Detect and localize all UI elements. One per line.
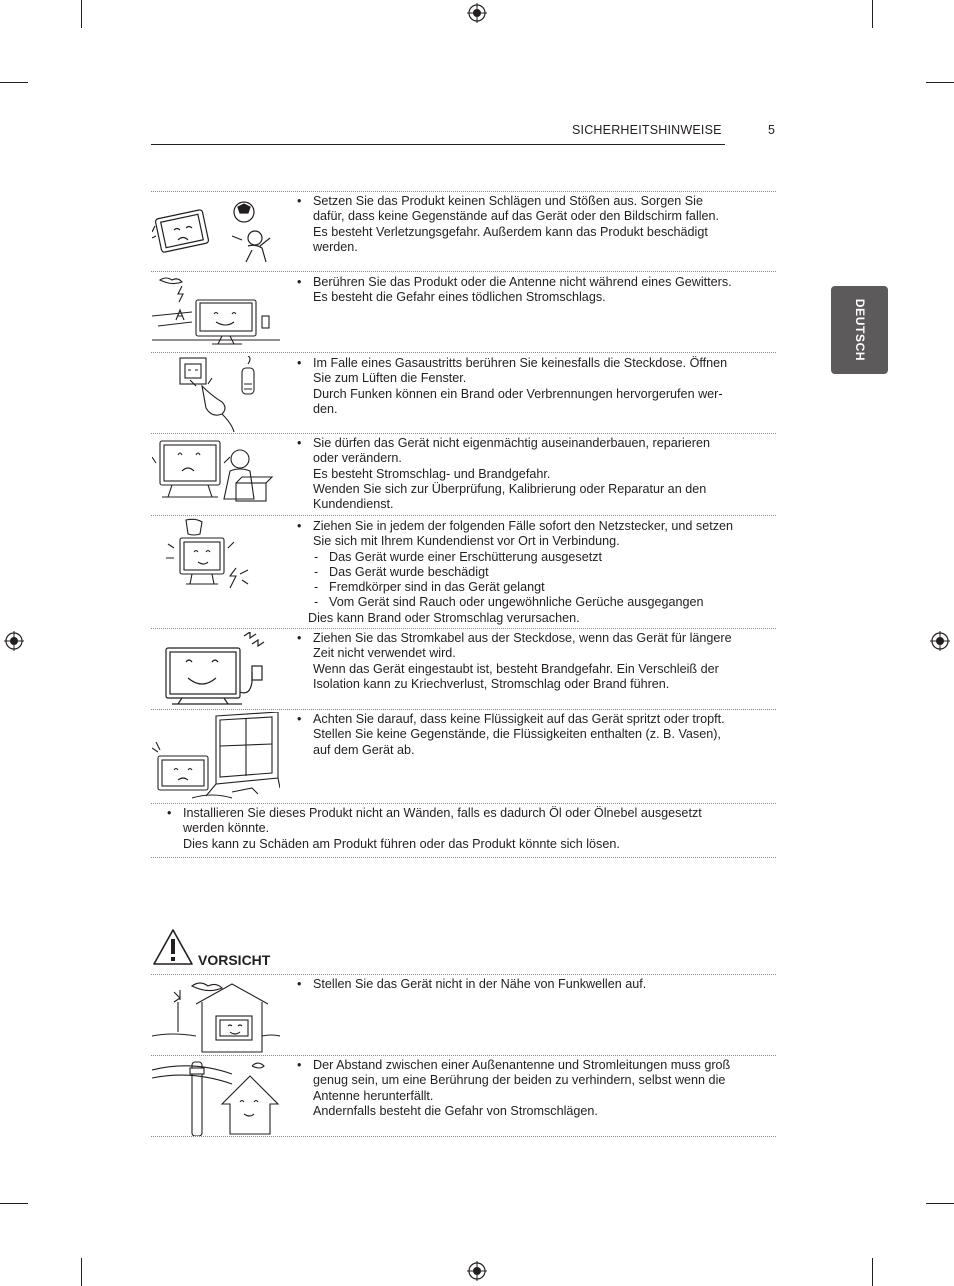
dash: -: [314, 595, 319, 610]
gas-leak-illustration: [152, 356, 280, 432]
row-divider: [151, 1136, 776, 1137]
unplug-tv-illustration: [152, 632, 280, 708]
sub-item-text: Das Gerät wurde einer Erschütterung ausgesetzt: [329, 549, 603, 564]
sub-item-text: Das Gerät wurde beschädigt: [329, 564, 489, 579]
text-line: Ziehen Sie das Stromkabel aus der Steckdose, wenn das Gerät für längere: [313, 631, 732, 645]
text-line: dafür, dass keine Gegenstände auf das Gerät oder den Bildschirm fallen.: [313, 209, 720, 224]
text-line: Sie sich mit Ihrem Kundendienst vor Ort in Verbindung.: [313, 534, 620, 549]
registration-mark-icon: [930, 631, 950, 651]
text-line: auf dem Gerät ab.: [313, 742, 415, 757]
outdoor-antenna-illustration: [152, 1058, 280, 1136]
radio-wave-house-illustration: [152, 978, 280, 1054]
registration-mark-icon: [467, 1261, 487, 1281]
sub-item: [297, 595, 757, 610]
row-divider: [151, 709, 776, 710]
text-line: Berühren Sie das Produkt oder die Antenne nicht während eines Gewitters.: [313, 275, 732, 289]
text-line: Kundendienst.: [313, 497, 394, 512]
row-divider: [151, 628, 776, 629]
text-line: Stellen Sie das Gerät nicht in der Nähe von Funkwellen auf.: [313, 977, 647, 991]
page-number: 5: [768, 123, 776, 137]
text-line: Der Abstand zwischen einer Außenantenne und Stromleitungen muss groß: [313, 1058, 731, 1072]
bullet: •: [297, 631, 302, 645]
crop-mark: [926, 82, 954, 83]
dash: -: [314, 549, 319, 564]
text-line: werden.: [313, 239, 358, 254]
text-line: Sie dürfen das Gerät nicht eigenmächtig auseinanderbauen, reparieren: [313, 436, 710, 450]
text-line: Es besteht Stromschlag- und Brandgefahr.: [313, 466, 551, 481]
safety-instruction-6: [297, 631, 757, 692]
text-line: oder verändern.: [313, 451, 402, 466]
crop-mark: [81, 0, 82, 28]
row-divider: [151, 857, 776, 858]
crop-mark: [872, 1258, 873, 1286]
caution-label: VORSICHT: [198, 952, 271, 968]
damaged-tv-illustration: [152, 518, 280, 598]
row-divider: [151, 974, 776, 975]
crop-mark: [872, 0, 873, 28]
dash: -: [314, 580, 319, 595]
text-line: Sie zum Lüften die Fenster.: [313, 371, 467, 386]
row-divider: [151, 433, 776, 434]
row-divider: [151, 515, 776, 516]
row-divider: [151, 352, 776, 353]
text-line: Zeit nicht verwendet wird.: [313, 646, 456, 661]
thunderstorm-tv-illustration: [152, 276, 280, 348]
crop-mark: [926, 1203, 954, 1204]
bullet: •: [297, 356, 302, 370]
sub-item-text: Fremdkörper sind in das Gerät gelangt: [329, 580, 545, 595]
text-line: Andernfalls besteht die Gefahr von Stromschlägen.: [313, 1103, 598, 1118]
text-line: Dies kann zu Schäden am Produkt führen oder das Produkt könnte sich lösen.: [183, 836, 620, 851]
text-line: genug sein, um eine Berührung der beiden zu verhindern, selbst wenn die: [313, 1073, 726, 1088]
safety-instruction-full-width: [167, 806, 767, 852]
text-line: Wenn das Gerät eingestaubt ist, besteht Brandgefahr. Ein Verschleiß der: [313, 661, 719, 676]
text-line: Installieren Sie dieses Produkt nicht an Wänden, falls es dadurch Öl oder Ölnebel ausgesetzt: [183, 806, 702, 820]
tv-impact-illustration: [152, 196, 280, 268]
text-line: Isolation kann zu Kriechverlust, Stromschlag oder Brand führen.: [313, 676, 670, 691]
header-rule: [151, 144, 725, 145]
text-line: Setzen Sie das Produkt keinen Schlägen und Stößen aus. Sorgen Sie: [313, 194, 703, 208]
row-divider: [151, 191, 776, 192]
sub-item: [297, 550, 757, 565]
text-line: Antenne herunterfällt.: [313, 1088, 434, 1103]
repair-prohibited-illustration: [152, 437, 280, 513]
row-divider: [151, 271, 776, 272]
safety-instruction-5: [297, 519, 757, 626]
dash: -: [314, 564, 319, 579]
text-line: Durch Funken können ein Brand oder Verbrennungen hervorgerufen wer-: [313, 386, 723, 401]
text-line: Es besteht die Gefahr eines tödlichen Stromschlags.: [313, 290, 606, 305]
bullet: •: [297, 1058, 302, 1072]
bullet: •: [297, 977, 302, 991]
crop-mark: [81, 1258, 82, 1286]
text-line: den.: [313, 401, 338, 416]
section-title: SICHERHEITSHINWEISE: [572, 123, 722, 137]
text-line: Im Falle eines Gasaustritts berühren Sie keinesfalls die Steckdose. Öffnen: [313, 356, 728, 370]
safety-instruction-3: [297, 356, 757, 417]
sub-item: [297, 580, 757, 595]
liquid-splash-illustration: [152, 712, 280, 804]
bullet: •: [297, 519, 302, 533]
bullet: •: [167, 806, 172, 820]
registration-mark-icon: [4, 631, 24, 651]
safety-instruction-1: [297, 194, 757, 255]
row-divider: [151, 1055, 776, 1056]
text-line: Dies kann Brand oder Stromschlag verursachen.: [308, 610, 580, 625]
caution-instruction-2: [297, 1058, 757, 1119]
sub-item-text: Vom Gerät sind Rauch oder ungewöhnliche Gerüche ausgegangen: [329, 595, 704, 610]
bullet: •: [297, 194, 302, 208]
bullet: •: [297, 436, 302, 450]
bullet: •: [297, 275, 302, 289]
sub-item: [297, 565, 757, 580]
text-line: Es besteht Verletzungsgefahr. Außerdem kann das Produkt beschädigt: [313, 224, 708, 239]
text-line: Ziehen Sie in jedem der folgenden Fälle sofort den Netzstecker, und setzen: [313, 519, 734, 533]
bullet: •: [297, 712, 302, 726]
caution-instruction-1: [297, 977, 757, 992]
safety-instruction-7: [297, 712, 757, 758]
warning-triangle-icon: [152, 928, 194, 966]
language-tab: [831, 286, 888, 374]
crop-mark: [0, 82, 28, 83]
text-line: werden könnte.: [183, 821, 270, 836]
crop-mark: [0, 1203, 28, 1204]
safety-instruction-4: [297, 436, 757, 512]
registration-mark-icon: [467, 3, 487, 23]
language-tab-label: DEUTSCH: [852, 298, 867, 362]
text-line: Achten Sie darauf, dass keine Flüssigkeit auf das Gerät spritzt oder tropft.: [313, 712, 725, 726]
text-line: Stellen Sie keine Gegenstände, die Flüssigkeiten enthalten (z. B. Vasen),: [313, 727, 721, 742]
text-line: Wenden Sie sich zur Überprüfung, Kalibrierung oder Reparatur an den: [313, 481, 707, 496]
safety-instruction-2: [297, 275, 757, 306]
